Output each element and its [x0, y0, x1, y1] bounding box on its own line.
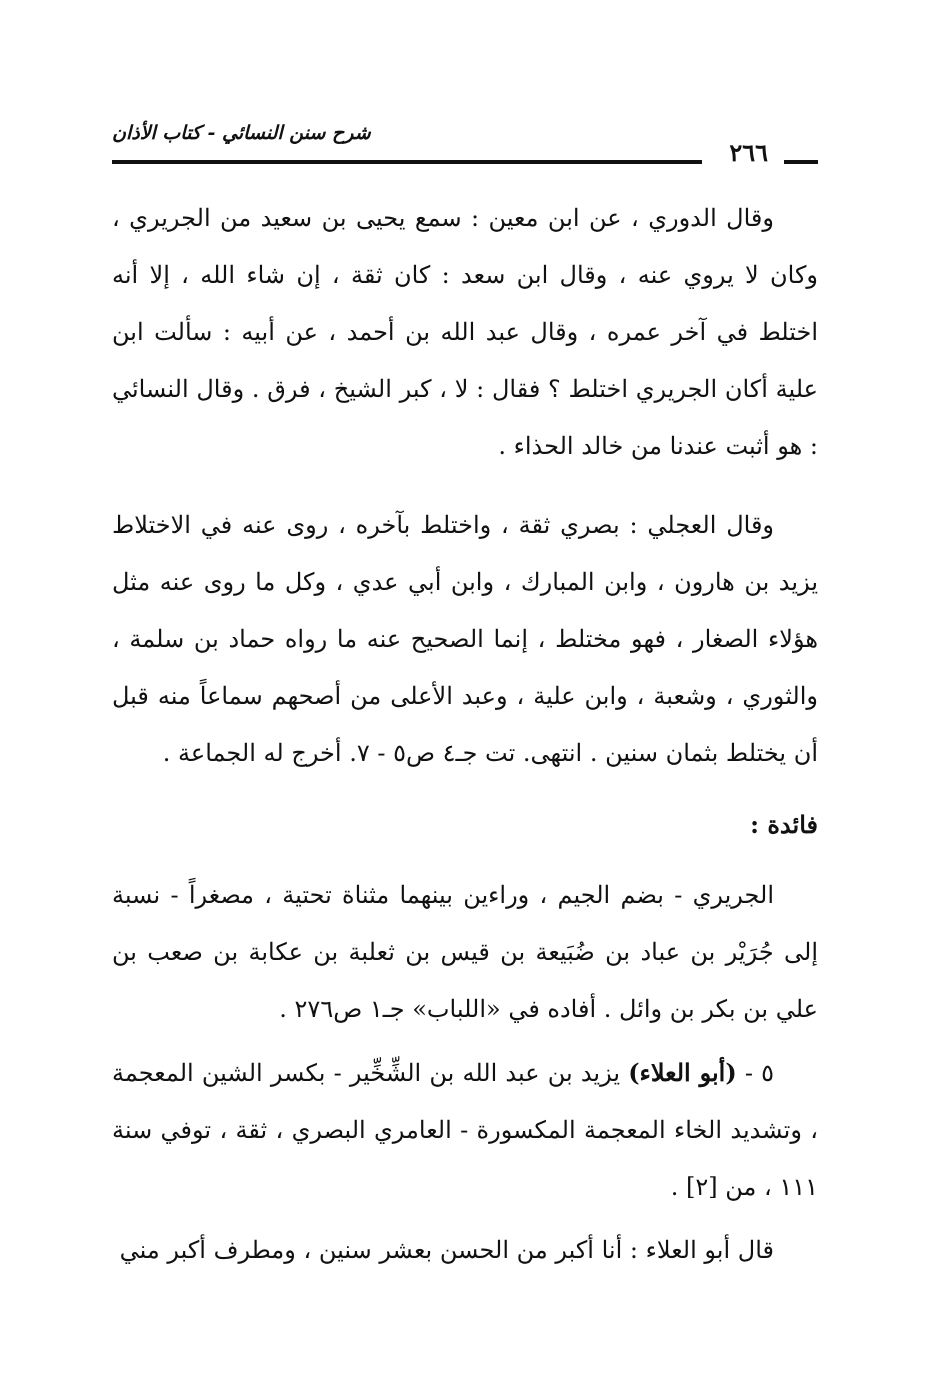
page-number: ٢٦٦ [729, 138, 768, 167]
paragraph-jariri-nisba: الجريري - بضم الجيم ، وراءين بينهما مثناة تحتية ، مصغراً - نسبة إلى جُرَيْر بن عباد بن ضُبَيعة بن قيس بن ثعلبة بن عكابة بن صعب بن علي بن بكر بن وائل . أفاده في «اللباب» جـ١ ص٢٧٦ . [112, 881, 818, 1023]
paragraph-ijli: وقال العجلي : بصري ثقة ، واختلط بآخره ، روى عنه في الاختلاط يزيد بن هارون ، وابن المبارك ، وابن أبي عدي ، وكل ما روى عنه مثل هؤلاء الصغار ، فهو مختلط ، إنما الصحيح عنه ما رواه حماد بن سلمة ، والثوري ، وشعبة ، وابن علية ، وعبد الأعلى من أصحهم سماعاً منه قبل أن يختلط بثمان سنين . انتهى. تت جـ٤ ص٥ - ٧. أخرج له الجماعة . [112, 511, 819, 767]
paragraph-narrator-5 [112, 1044, 818, 1216]
narrator-number: ٥ - [744, 1059, 774, 1087]
body-text [112, 190, 818, 1279]
narrator-bio: يزيد بن عبد الله بن الشِّخِّير - بكسر الشين المعجمة ، وتشديد الخاء المعجمة المكسورة - العامري البصري ، ثقة ، توفي سنة ١١١ ، من [٢] . [112, 1059, 818, 1201]
page-number-dash [784, 160, 818, 164]
narrator-name: (أبو العلاء) [628, 1058, 737, 1087]
running-title: شرح سنن النسائي - كتاب الأذان [112, 122, 371, 144]
paragraph-abul-ala-quote: قال أبو العلاء : أنا أكبر من الحسن بعشر سنين ، ومطرف أكبر مني [119, 1236, 774, 1264]
header-rule [112, 160, 702, 164]
page-header [112, 118, 818, 170]
section-heading-faida: فائدة : [750, 810, 818, 839]
paragraph-dawri: وقال الدوري ، عن ابن معين : سمع يحيى بن سعيد من الجريري ، وكان لا يروي عنه ، وقال ابن سعد : كان ثقة ، إن شاء الله ، إلا أنه اختلط في آخر عمره ، وقال عبد الله بن أحمد ، عن أبيه : سألت ابن علية أكان الجريري اختلط ؟ فقال : لا ، كبر الشيخ ، فرق . وقال النسائي : هو أثبت عندنا من خالد الحذاء . [112, 204, 819, 460]
